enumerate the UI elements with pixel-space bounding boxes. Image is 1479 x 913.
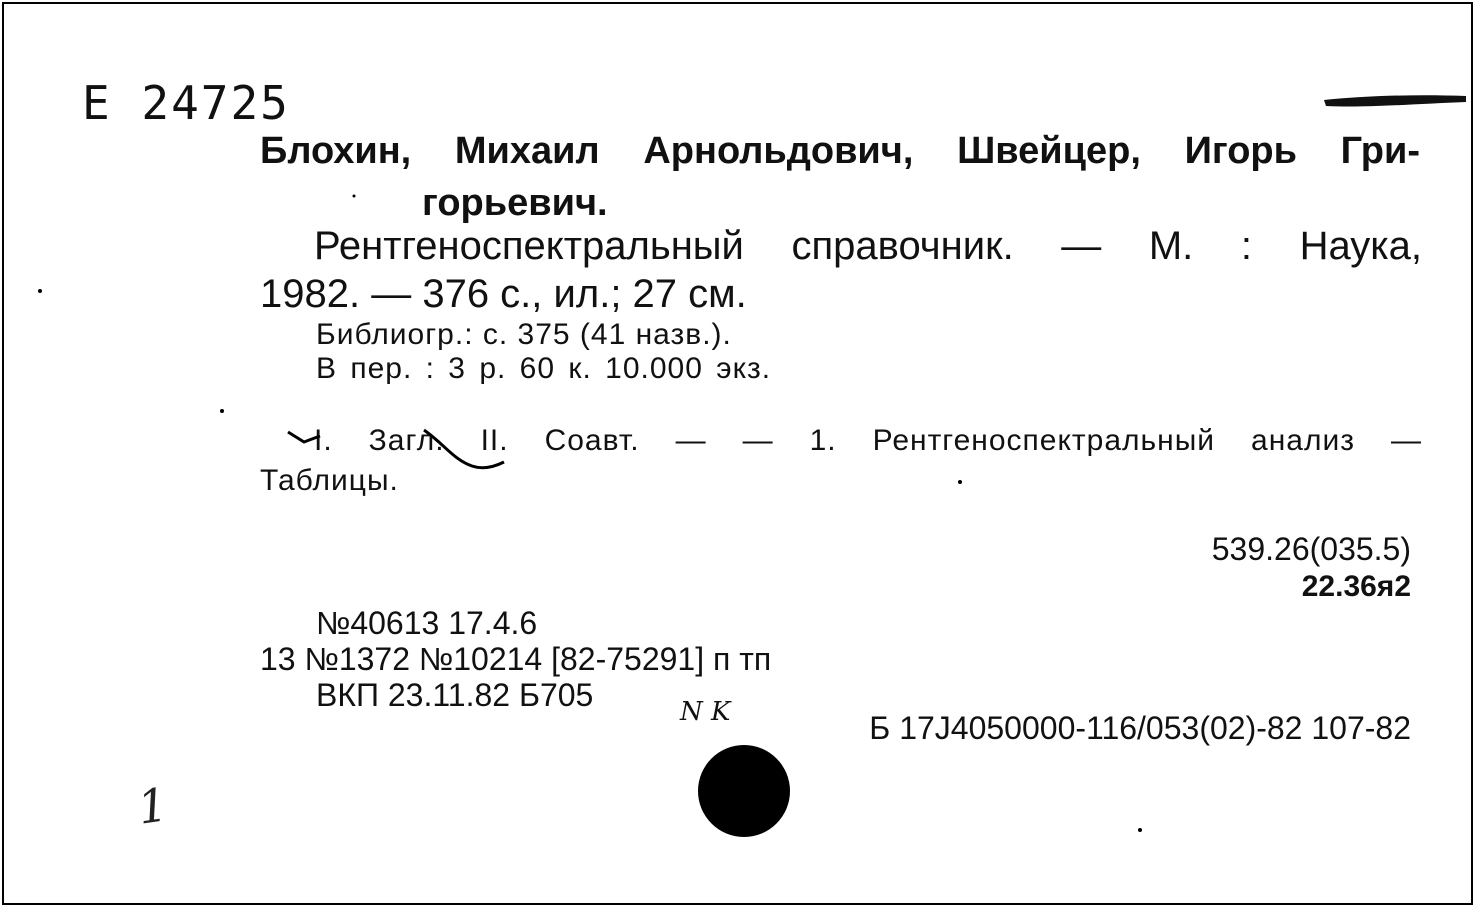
- udc-classification: 539.26(035.5): [1211, 531, 1411, 567]
- catalog-card: [2, 2, 1473, 905]
- handwritten-mark: N K: [680, 697, 731, 727]
- ink-dot: [1138, 828, 1142, 832]
- technical-line: №40613 17.4.6: [316, 605, 538, 641]
- ink-dot: [958, 480, 962, 484]
- underline-stroke: [424, 430, 504, 468]
- bbk-classification: 22.36я2: [1301, 570, 1411, 603]
- pen-marks: [4, 4, 1471, 903]
- call-number: E 24725: [82, 76, 290, 130]
- technical-line: ВКП 23.11.82 Б705: [316, 677, 594, 713]
- price-note: В пер. : 3 р. 60 к. 10.000 экз.: [316, 352, 772, 385]
- handwritten-card-number: 1: [134, 777, 171, 835]
- publication-details: 1982. — 376 с., ил.; 27 см.: [260, 272, 747, 316]
- bibliography-note: Библиогр.: с. 375 (41 назв.).: [316, 318, 732, 351]
- checkmark-stroke: [288, 432, 320, 442]
- ink-dot: [220, 409, 224, 413]
- ink-smudge: [1324, 95, 1466, 106]
- isbn-line: Б 17J4050000-116/053(02)-82 107-82: [869, 710, 1411, 746]
- ink-dot: [38, 289, 42, 293]
- authors-line-continued: горьевич.: [422, 182, 608, 224]
- tracing-line-continued: Таблицы.: [260, 464, 399, 497]
- title-description: Рентгеноспектральный справочник. — М. : Наука,: [314, 224, 1422, 268]
- ink-dot: [353, 195, 356, 198]
- technical-line: 13 №1372 №10214 [82-75291] п тп: [260, 641, 772, 677]
- authors-line: Блохин, Михаил Арнольдович, Швейцер, Игорь Гри-: [260, 130, 1420, 172]
- tracing-line: I. Загл. II. Соавт. — — 1. Рентгеноспектральный анализ —: [314, 424, 1422, 457]
